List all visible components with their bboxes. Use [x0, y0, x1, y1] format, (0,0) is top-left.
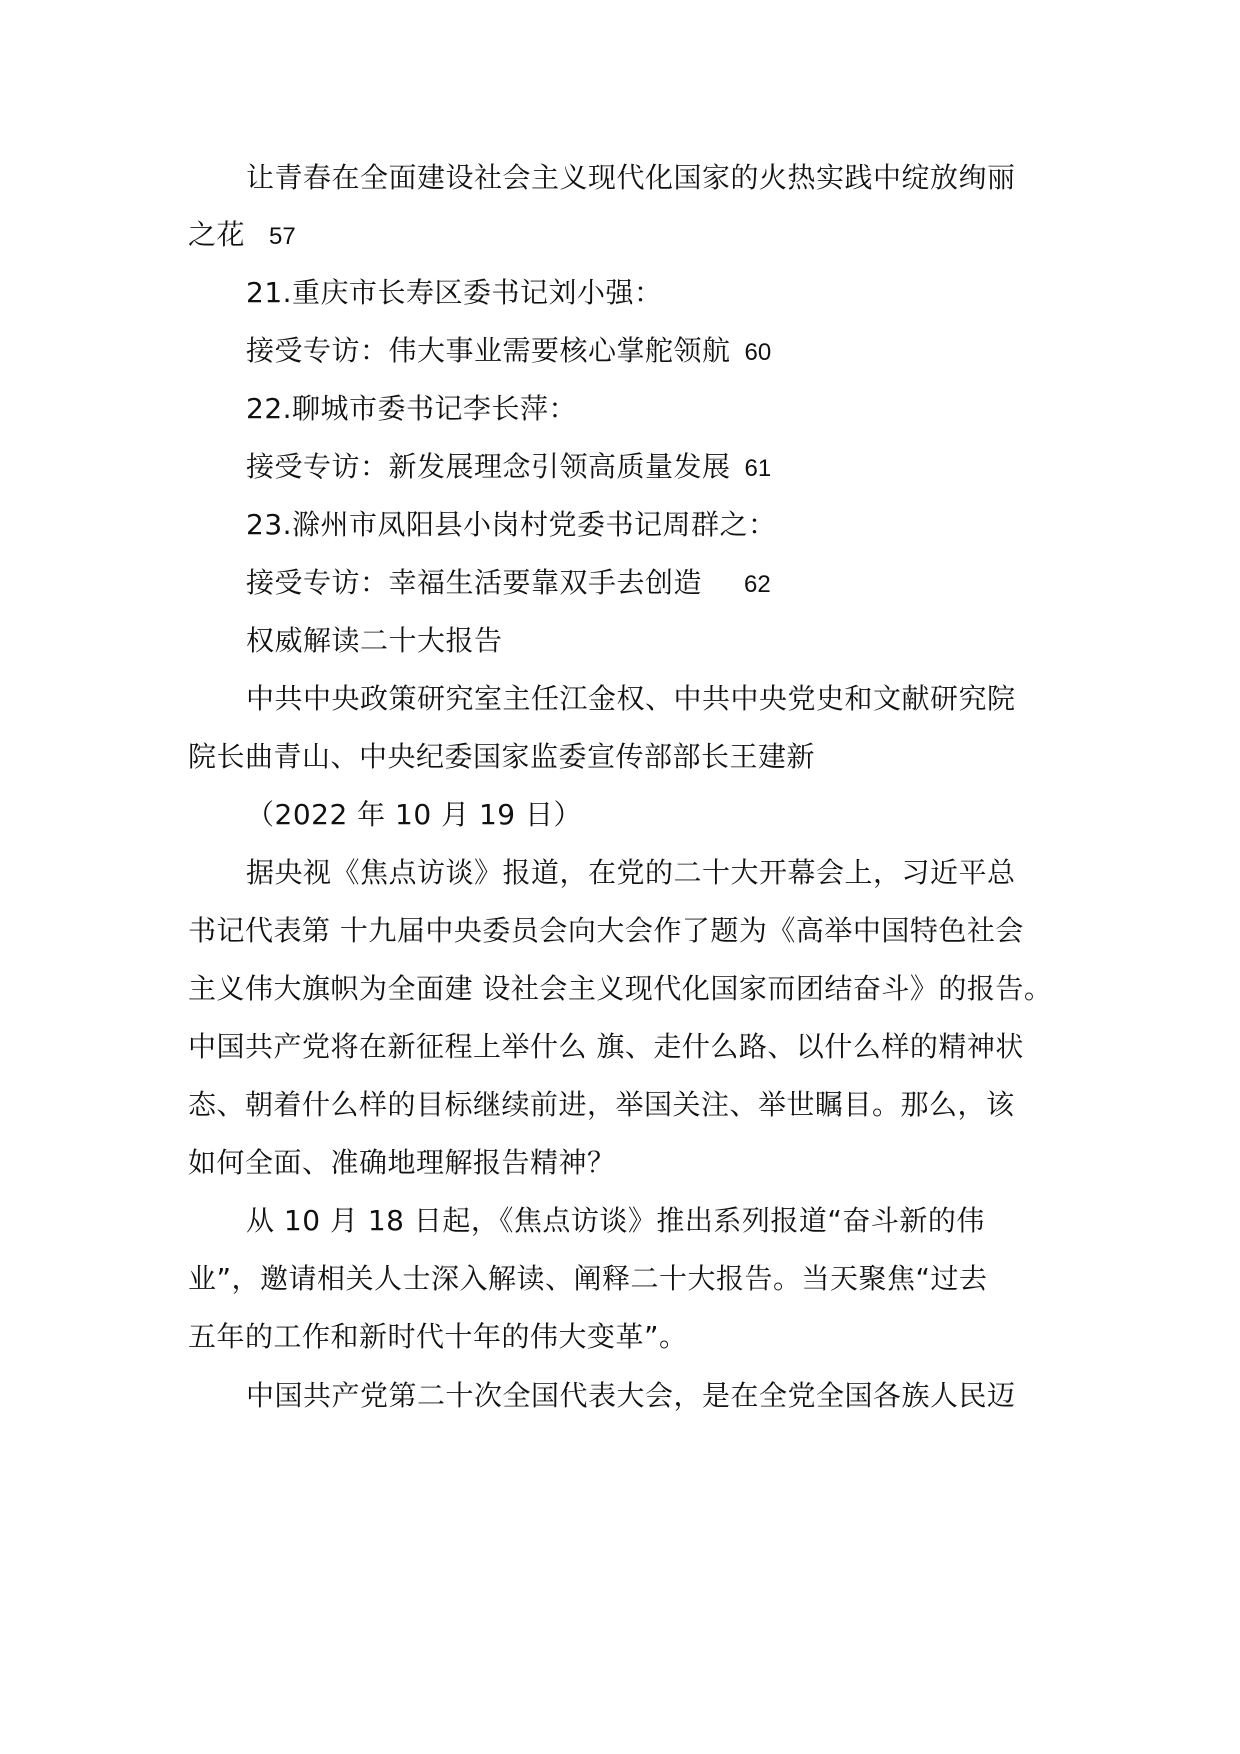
date-text: （2022 年 10 月 19 日） [246, 798, 583, 831]
toc-entry-text: 接受专访：幸福生活要靠双手去创造 [246, 566, 703, 599]
paragraph-line [246, 853, 1126, 893]
paragraph-line [188, 1143, 1068, 1183]
toc-page-number: 60 [744, 339, 772, 366]
toc-entry-line [246, 331, 1126, 373]
paragraph-text: 五年的工作和新时代十年的伟大变革”。 [188, 1320, 688, 1353]
paragraph-text: 如何全面、准确地理解报告精神？ [188, 1146, 616, 1179]
paragraph-text: 中国共产党第二十次全国代表大会，是在全党全国各族人民迈 [246, 1379, 1016, 1412]
toc-entry-heading [246, 389, 1126, 429]
toc-page-number: 61 [744, 455, 772, 482]
date-line [246, 795, 1126, 835]
toc-entry-line [246, 447, 1126, 489]
toc-page-number: 57 [269, 223, 296, 250]
paragraph-text: 据央视《焦点访谈》报道，在党的二十大开幕会上，习近平总 [246, 856, 1016, 889]
paragraph-line [188, 1259, 1068, 1299]
toc-entry-text: 21.重庆市长寿区委书记刘小强： [246, 276, 663, 309]
toc-title-tail-text: 之花 [188, 218, 246, 251]
paragraph-line [188, 1085, 1068, 1125]
toc-title-continuation [188, 215, 1068, 257]
authors-text: 院长曲青山、中央纪委国家监委宣传部部长王建新 [188, 740, 816, 773]
paragraph-text: 主义伟大旗帜为全面建 设社会主义现代化国家而团结奋斗》的报告。 [188, 972, 1053, 1005]
authors-line [188, 737, 1068, 777]
paragraph-line [188, 1027, 1068, 1067]
paragraph-text: 中国共产党将在新征程上举什么 旗、走什么路、以什么样的精神状 [188, 1030, 1024, 1063]
toc-entry-text: 22.聊城市委书记李长萍： [246, 392, 578, 425]
paragraph-text: 从 10 月 18 日起，《焦点访谈》推出系列报道“奋斗新的伟 [246, 1204, 985, 1237]
section-heading [246, 621, 1126, 661]
toc-title-text: 让青春在全面建设社会主义现代化国家的火热实践中绽放绚丽 [246, 161, 1016, 194]
paragraph-text: 书记代表第 十九届中央委员会向大会作了题为《高举中国特色社会 [188, 914, 1024, 947]
authors-line [246, 679, 1126, 719]
paragraph-line [188, 911, 1068, 951]
toc-title-line [246, 158, 1126, 198]
paragraph-line [188, 969, 1068, 1009]
paragraph-text: 业”，邀请相关人士深入解读、阐释二十大报告。当天聚焦“过去 [188, 1262, 988, 1295]
toc-page-number: 62 [744, 571, 771, 598]
toc-entry-heading [246, 273, 1126, 313]
paragraph-line [188, 1317, 1068, 1357]
paragraph-line [246, 1376, 1126, 1416]
toc-entry-heading [246, 505, 1126, 545]
toc-entry-text: 23.滁州市凤阳县小岗村党委书记周群之： [246, 508, 777, 541]
paragraph-text: 态、朝着什么样的目标继续前进，举国关注、举世瞩目。那么，该 [188, 1088, 1015, 1121]
toc-entry-text: 接受专访：伟大事业需要核心掌舵领航 [246, 334, 731, 367]
authors-text: 中共中央政策研究室主任江金权、中共中央党史和文献研究院 [246, 682, 1016, 715]
toc-entry-line [246, 563, 1126, 605]
toc-entry-text: 接受专访：新发展理念引领高质量发展 [246, 450, 731, 483]
section-heading-text: 权威解读二十大报告 [246, 624, 503, 657]
paragraph-line [246, 1201, 1126, 1241]
